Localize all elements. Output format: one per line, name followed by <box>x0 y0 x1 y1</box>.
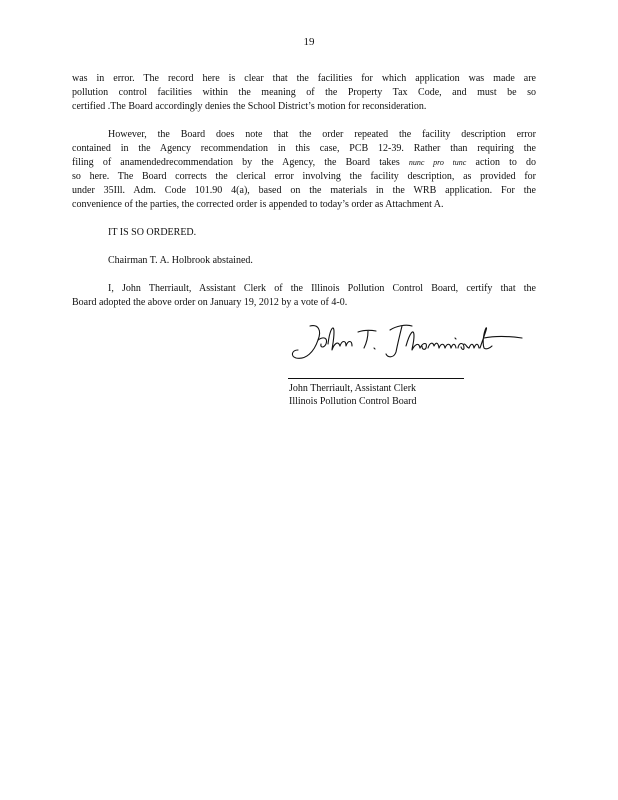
text-line-with-italic <box>72 156 536 170</box>
page-number: 19 <box>303 36 315 48</box>
latin-phrase: nunc pro tunc <box>408 158 467 167</box>
text-line: I, John Therriault, Assistant Clerk of the Illinois Pollution Control Board, certify that the <box>108 283 536 294</box>
text-line: Board adopted the above order on January 19, 2012 by a vote of 4-0. <box>72 297 348 308</box>
handwritten-signature <box>288 318 528 370</box>
text-line: certified .The Board accordingly denies the School District’s motion for reconsideration. <box>72 101 427 112</box>
text-line: However, the Board does note that the order repeated the facility description error <box>108 129 536 140</box>
signer-organization: Illinois Pollution Control Board <box>289 396 417 407</box>
paragraph-certification <box>72 282 536 310</box>
text-segment: action to do <box>475 157 537 168</box>
text-line: contained in the Agency recommendation in this case, PCB 12-39. Rather than requiring the <box>72 143 536 154</box>
text-line: pollution control facilities within the meaning of the Property Tax Code, and must be so <box>72 87 536 98</box>
text-line: convenience of the parties, the corrected order is appended to today’s order as Attachment A. <box>72 199 444 210</box>
text-segment: filing of anamendedrecommendation by the Agency, the Board takes <box>72 157 400 168</box>
paragraph-correction <box>72 128 536 212</box>
signer-block <box>289 382 417 408</box>
text-line: so here. The Board corrects the clerical error involving the facility description, as provided for <box>72 171 536 182</box>
paragraph-conclusion <box>72 72 536 114</box>
so-ordered: IT IS SO ORDERED. <box>108 227 197 238</box>
abstention-note: Chairman T. A. Holbrook abstained. <box>108 255 253 266</box>
signature-line <box>288 378 464 379</box>
signer-name-title: John Therriault, Assistant Clerk <box>289 383 417 394</box>
text-line: under 35Ill. Adm. Code 101.90 4(a), based on the materials in the WRB application. For the <box>72 185 536 196</box>
text-line: was in error. The record here is clear that the facilities for which application was made are <box>72 73 536 84</box>
